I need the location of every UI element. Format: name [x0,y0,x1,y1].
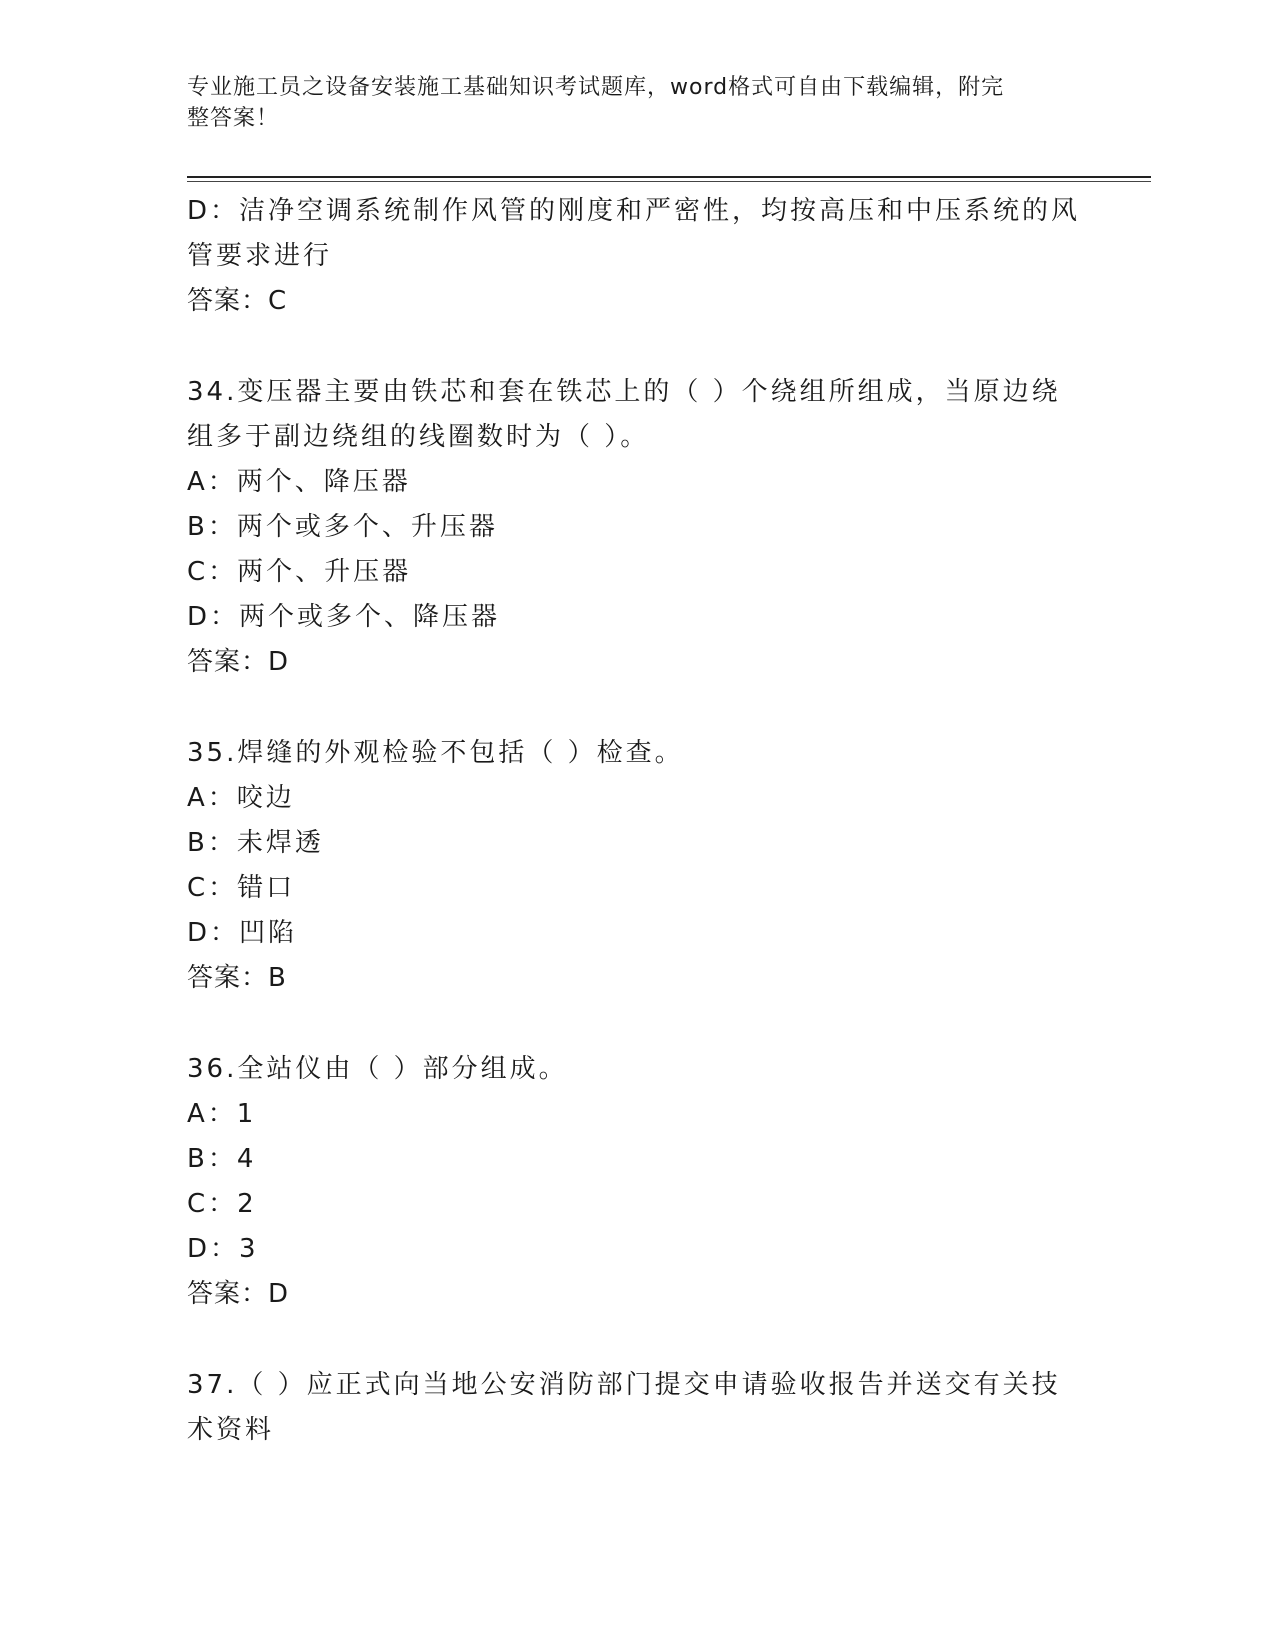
question-stem-line: 组多于副边绕组的线圈数时为（ ）。 [187,422,650,452]
option-b: B：4 [187,1144,257,1174]
option-c: C：错口 [187,873,296,903]
spacer [187,685,1087,731]
question-content [187,189,1087,1453]
header-line-1: 专业施工员之设备安装施工基础知识考试题库，word格式可自由下载编辑，附完 [187,75,1005,100]
page-header [187,72,1067,134]
header-line-2: 整答案！ [187,106,280,131]
option-c: C：两个、升压器 [187,557,412,587]
option-d: D：凹陷 [187,918,298,948]
option-a: A：两个、降压器 [187,467,411,497]
option-d: D：3 [187,1234,259,1264]
option-d-line-1: D：洁净空调系统制作风管的刚度和严密性，均按高压和中压系统的风 [187,196,1081,226]
question-stem-line: 37.（ ）应正式向当地公安消防部门提交申请验收报告并送交有关技 [187,1370,1061,1400]
answer-line: 答案：C [187,286,288,316]
question-stem-line: 34.变压器主要由铁芯和套在铁芯上的（ ）个绕组所组成，当原边绕 [187,377,1061,407]
option-a: A：咬边 [187,783,295,813]
spacer [187,324,1087,370]
option-d: D：两个或多个、降压器 [187,602,501,632]
question-37 [187,1363,1087,1453]
spacer [187,1317,1087,1363]
header-divider-thin [187,181,1151,182]
option-c: C：2 [187,1189,257,1219]
header-divider-thick [187,176,1151,178]
answer-line: 答案：D [187,1279,290,1309]
spacer [187,1001,1087,1047]
option-b: B：未焊透 [187,828,324,858]
question-35 [187,731,1087,1001]
answer-line: 答案：B [187,963,287,993]
question-stem-line: 35.焊缝的外观检验不包括（ ）检查。 [187,738,684,768]
option-d-line-2: 管要求进行 [187,241,333,271]
question-36 [187,1047,1087,1317]
previous-question-tail [187,189,1087,324]
question-stem-line: 36.全站仪由（ ）部分组成。 [187,1054,568,1084]
question-34 [187,370,1087,685]
option-b: B：两个或多个、升压器 [187,512,498,542]
answer-line: 答案：D [187,647,290,677]
question-stem-line: 术资料 [187,1415,275,1445]
option-a: A：1 [187,1099,257,1129]
